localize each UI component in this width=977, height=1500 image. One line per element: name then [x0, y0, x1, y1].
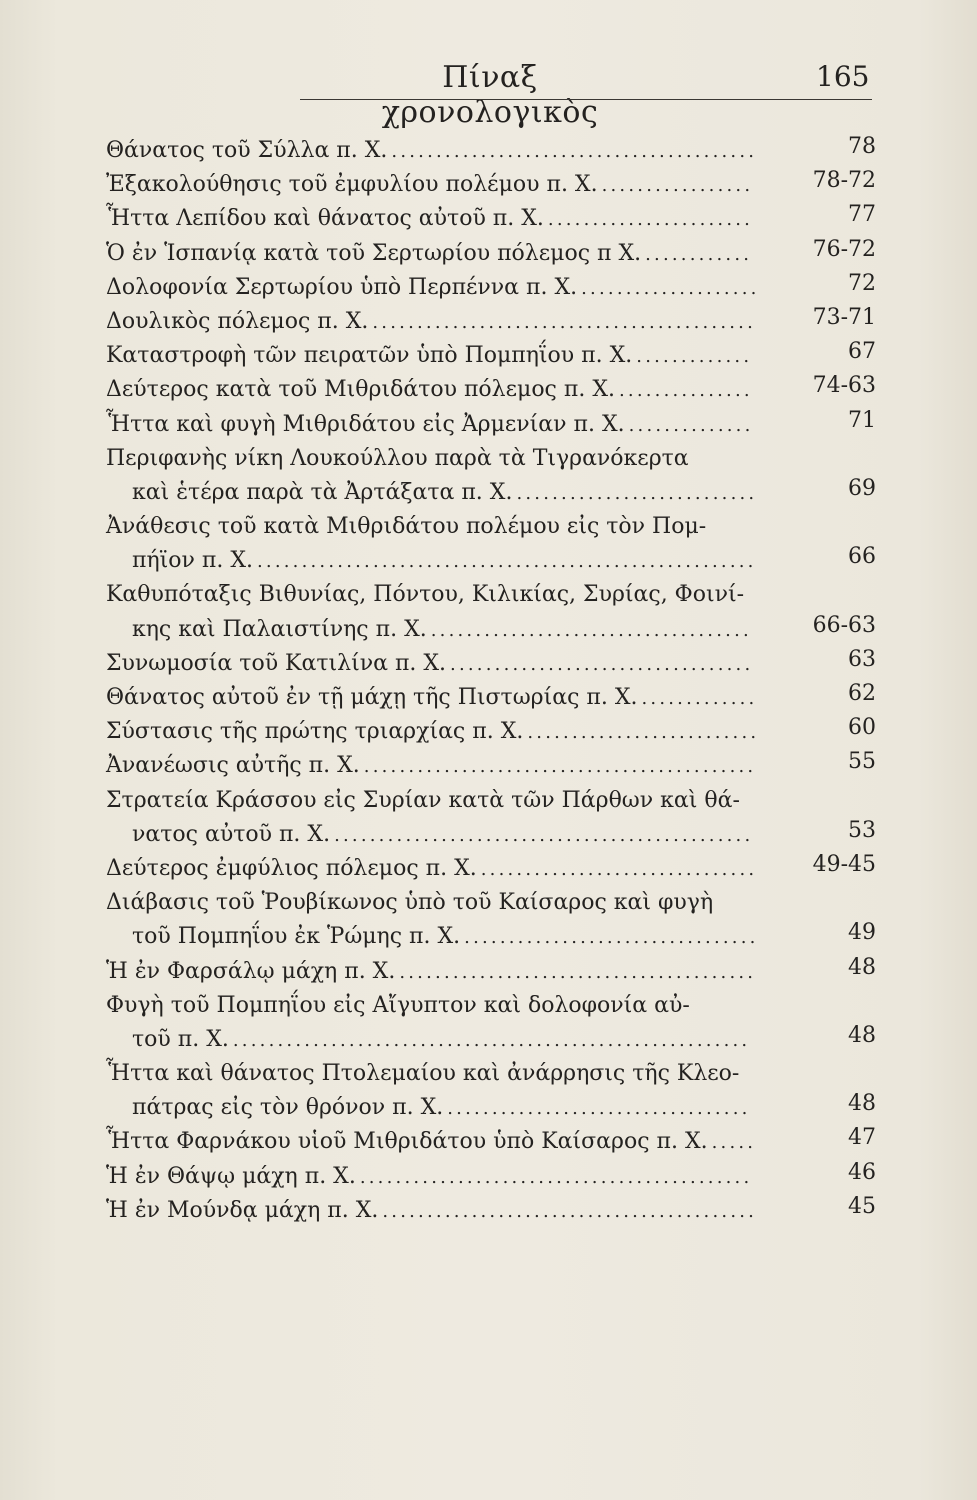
leader-dots: .....: [711, 1132, 757, 1154]
running-header-title: Πίναξ χρονολογικὸς: [381, 60, 599, 130]
toc-entry-line: [106, 989, 886, 1023]
entry-page: 76-72: [812, 236, 876, 262]
entry-text: Δολοφονία Σερτωρίου ὑπὸ Περπέννα π. Χ.: [106, 274, 578, 300]
toc-entry-line: [106, 1194, 886, 1228]
leader-dots: ...............................................: [334, 824, 754, 846]
toc-entry-line: [106, 647, 886, 681]
toc-entry-line: [106, 1125, 886, 1159]
entry-text: Ἧττα Λεπίδου καὶ θάνατος αὐτοῦ π. Χ.: [106, 206, 544, 232]
toc-entry-line: [106, 681, 886, 715]
entry-text: Θάνατος αὐτοῦ ἐν τῇ μάχῃ τῆς Πιστωρίας π. Χ.: [106, 685, 638, 710]
leader-dots: ..........................................................: [232, 1029, 751, 1051]
leader-dots: ..........................: [527, 722, 760, 744]
entry-page: 71: [848, 407, 876, 433]
toc-entry-line: [106, 305, 886, 339]
entry-text: Στρατεία Κράσσου εἰς Συρίαν κατὰ τῶν Πάρθων καὶ θά-: [106, 787, 740, 813]
leader-dots: ...............: [618, 380, 753, 402]
toc-entry-line: [106, 1023, 886, 1057]
toc-entry-line: [106, 237, 886, 271]
leader-dots: ........................................: [399, 961, 757, 983]
entry-page: 67: [848, 339, 876, 365]
entry-text: Δεύτερος ἐμφύλιος πόλεμος π. Χ.: [106, 855, 477, 881]
entry-page: 74-63: [812, 373, 876, 399]
leader-dots: ..............: [628, 414, 754, 436]
entry-text: Ἧττα Φαρνάκου υἱοῦ Μιθριδάτου ὑπὸ Καίσαρος π. Χ.: [106, 1129, 708, 1155]
entry-page: 73-71: [812, 304, 876, 330]
leader-dots: .............: [641, 688, 758, 709]
entry-text: Καταστροφὴ τῶν πειρατῶν ὑπὸ Πομπηΐου π. Χ.: [106, 343, 633, 369]
entry-page: 78: [848, 134, 876, 159]
toc-entry-line: [106, 920, 886, 954]
toc-entry-line: [106, 749, 886, 783]
leader-dots: ............: [645, 243, 753, 265]
toc-entry-line: [106, 613, 886, 647]
entry-page: 78-72: [812, 168, 876, 194]
toc-entry-line: [106, 510, 886, 544]
entry-text: νατος αὐτοῦ π. Χ.: [132, 821, 331, 847]
leader-dots: .........................................: [391, 141, 758, 162]
leader-dots: ..................................: [450, 653, 754, 675]
entry-page: 66: [848, 544, 876, 570]
entry-page: 66-63: [812, 612, 876, 638]
toc-entry-line: [106, 784, 886, 818]
entry-page: 77: [848, 202, 876, 228]
entry-text: Δουλικὸς πόλεμος π. Χ.: [106, 308, 369, 334]
entry-text: Δεύτερος κατὰ τοῦ Μιθριδάτου πόλεμος π. Χ.: [106, 377, 615, 403]
entry-page: 48: [848, 954, 876, 980]
entry-text: Περιφανὴς νίκη Λουκούλλου παρὰ τὰ Τιγρανόκερτα: [106, 445, 689, 471]
entry-page: 48: [848, 1091, 876, 1117]
leader-dots: .......................: [547, 209, 754, 231]
toc-entry-line: [106, 168, 886, 202]
leader-dots: .................: [601, 175, 754, 197]
toc-entry-line: [106, 202, 886, 236]
entry-text: πήϊον π. Χ.: [132, 548, 253, 574]
entry-text: Ἧττα καὶ θάνατος Πτολεμαίου καὶ ἀνάρρησις τῆς Κλεο-: [106, 1061, 740, 1087]
toc-entry-line: [106, 373, 886, 407]
entry-text: καὶ ἑτέρα παρὰ τὰ Ἀρτάξατα π. Χ.: [132, 479, 513, 505]
leader-dots: ..................................: [447, 1098, 751, 1120]
toc-entry-line: [106, 1160, 886, 1194]
leader-dots: .................................: [464, 927, 759, 949]
toc-entry-line: [106, 886, 886, 920]
toc-entry-line: [106, 442, 886, 476]
toc-entry-line: [106, 818, 886, 852]
entry-text: τοῦ Πομπηΐου ἐκ Ῥώμης π. Χ.: [132, 924, 461, 950]
entry-text: κης καὶ Παλαιστίνης π. Χ.: [132, 616, 427, 642]
entry-page: 63: [848, 646, 876, 672]
entry-page: 69: [848, 475, 876, 501]
entry-text: Ἡ ἐν Μούνδᾳ μάχη π. Χ.: [106, 1197, 379, 1223]
entry-page: 53: [848, 817, 876, 843]
toc-entry-line: [106, 1057, 886, 1091]
page-number: 165: [816, 60, 870, 93]
entry-page: 48: [848, 1022, 876, 1048]
entry-text: Ὁ ἐν Ἱσπανίᾳ κατὰ τοῦ Σερτωρίου πόλεμος π Χ.: [106, 240, 642, 266]
entry-text: Ἧττα καὶ φυγὴ Μιθριδάτου εἰς Ἀρμενίαν π. Χ.: [106, 411, 625, 437]
entry-page: 62: [848, 681, 876, 706]
leader-dots: ...............................: [480, 858, 758, 880]
header-rule: [300, 99, 872, 100]
entry-page: 72: [848, 270, 876, 296]
entry-text: Θάνατος τοῦ Σύλλα π. Χ.: [106, 138, 388, 163]
entry-text: Ἀνάθεσις τοῦ κατὰ Μιθριδάτου πολέμου εἰς τὸν Πομ-: [106, 514, 707, 540]
entry-text: Σύστασις τῆς πρώτης τριαρχίας π. Χ.: [106, 719, 524, 745]
entry-text: πάτρας εἰς τὸν θρόνον π. Χ.: [132, 1095, 444, 1121]
leader-dots: ...........................: [516, 482, 758, 504]
entry-text: τοῦ π. Χ.: [132, 1026, 229, 1052]
entry-page: 55: [848, 749, 876, 775]
entry-text: Φυγὴ τοῦ Πομπηΐου εἰς Αἴγυπτον καὶ δολοφονία αὐ-: [106, 992, 690, 1018]
leader-dots: ...........................................: [372, 311, 757, 333]
chronological-table: [106, 134, 886, 1228]
toc-entry-line: [106, 715, 886, 749]
entry-page: 60: [848, 715, 876, 741]
toc-entry-line: [106, 1091, 886, 1125]
toc-entry-line: [106, 852, 886, 886]
entry-text: Ἐξακολούθησις τοῦ ἐμφυλίου πολέμου π. Χ.: [106, 172, 598, 198]
entry-text: Ἡ ἐν Φαρσάλῳ μάχη π. Χ.: [106, 958, 396, 984]
toc-entry-line: [106, 476, 886, 510]
toc-entry-line: [106, 544, 886, 578]
leader-dots: ..........................................: [382, 1200, 758, 1222]
entry-text: Διάβασις τοῦ Ῥουβίκωνος ὑπὸ τοῦ Καίσαρος καὶ φυγὴ: [106, 890, 714, 916]
toc-entry-line: [106, 408, 886, 442]
entry-page: 49-45: [812, 851, 876, 877]
leader-dots: ............................................: [359, 1166, 753, 1188]
leader-dots: .............: [636, 346, 753, 368]
entry-text: Ἡ ἐν Θάψῳ μάχη π. Χ.: [106, 1163, 356, 1189]
entry-page: 49: [848, 920, 876, 946]
entry-text: Καθυπόταξις Βιθυνίας, Πόντου, Κιλικίας, Συρίας, Φοινί-: [106, 582, 745, 608]
leader-dots: ....................: [581, 277, 760, 299]
leader-dots: ........................................................: [256, 551, 757, 573]
entry-page: 47: [848, 1125, 876, 1151]
toc-entry-line: [106, 134, 886, 168]
toc-entry-line: [106, 271, 886, 305]
leader-dots: ....................................: [430, 619, 752, 641]
entry-text: Συνωμοσία τοῦ Κατιλίνα π. Χ.: [106, 650, 447, 676]
entry-page: 46: [848, 1159, 876, 1185]
toc-entry-line: [106, 955, 886, 989]
leader-dots: ............................................: [363, 756, 757, 778]
entry-text: Ἀνανέωσις αὐτῆς π. Χ.: [106, 753, 360, 779]
entry-page: 45: [848, 1193, 876, 1219]
toc-entry-line: [106, 578, 886, 612]
toc-entry-line: [106, 339, 886, 373]
